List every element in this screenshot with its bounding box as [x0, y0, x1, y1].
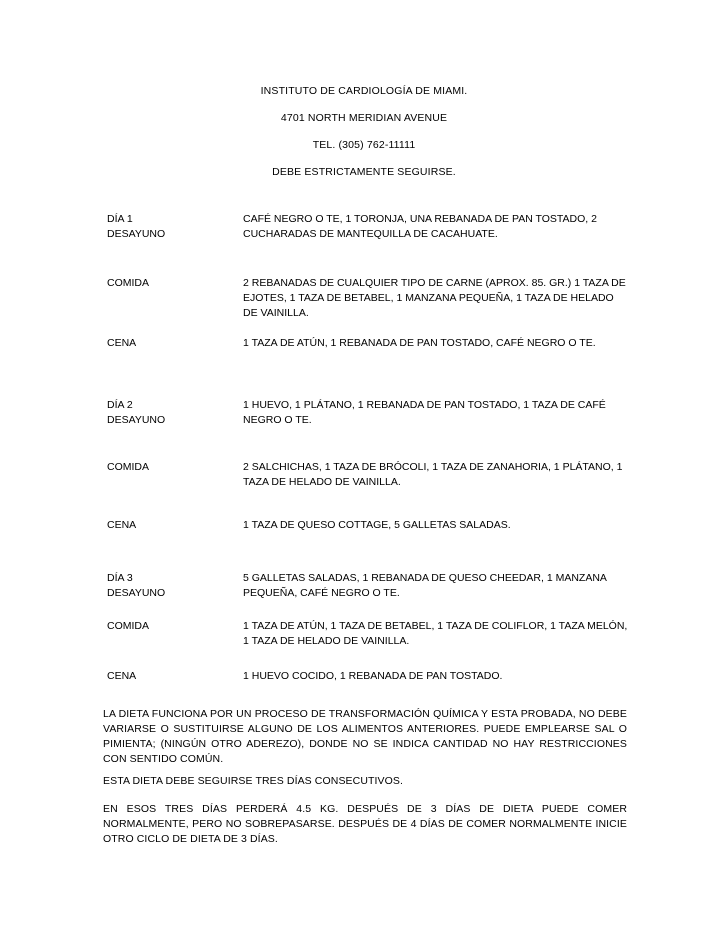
meal-description: 2 REBANADAS DE CUALQUIER TIPO DE CARNE (APROX. 85. GR.) 1 TAZA DE EJOTES, 1 TAZA DE BETABEL, 1 MANZANA PEQUEÑA, 1 TAZA DE HELADO DE VAINILLA. [243, 277, 626, 319]
notice-heading: DEBE ESTRICTAMENTE SEGUIRSE. [272, 166, 456, 178]
meal-type-label: CENA [107, 670, 137, 682]
meal-type-label: DESAYUNO [107, 414, 166, 426]
meal-description: 5 GALLETAS SALADAS, 1 REBANADA DE QUESO CHEEDAR, 1 MANZANA PEQUEÑA, CAFÉ NEGRO O TE. [243, 572, 607, 599]
institute-name: INSTITUTO DE CARDIOLOGÍA DE MIAMI. [260, 85, 468, 97]
meal-label [107, 460, 237, 475]
day-label: DÍA 3 [107, 572, 133, 584]
duration-paragraph: ESTA DIETA DEBE SEGUIRSE TRES DÍAS CONSECUTIVOS. [103, 775, 404, 787]
meal-label [107, 276, 237, 291]
meal-description: 1 HUEVO COCIDO, 1 REBANADA DE PAN TOSTADO. [243, 670, 503, 682]
meal-type-label: COMIDA [107, 277, 149, 289]
meal-description: 1 HUEVO, 1 PLÁTANO, 1 REBANADA DE PAN TOSTADO, 1 TAZA DE CAFÉ NEGRO O TE. [243, 399, 606, 426]
meal-type-label: COMIDA [107, 620, 149, 632]
meal-description: 1 TAZA DE ATÚN, 1 REBANADA DE PAN TOSTADO, CAFÉ NEGRO O TE. [243, 337, 596, 349]
meal-label [107, 336, 237, 351]
meal-description: 1 TAZA DE ATÚN, 1 TAZA DE BETABEL, 1 TAZA DE COLIFLOR, 1 TAZA MELÓN, 1 TAZA DE HELADO DE VAINILLA. [243, 620, 628, 647]
meal-label [107, 571, 237, 601]
meal-label [107, 212, 237, 242]
meal-type-label: CENA [107, 519, 137, 531]
meal-label [107, 619, 237, 634]
meal-label [107, 518, 237, 533]
meal-description: 1 TAZA DE QUESO COTTAGE, 5 GALLETAS SALADAS. [243, 519, 511, 531]
meal-description: 2 SALCHICHAS, 1 TAZA DE BRÓCOLI, 1 TAZA DE ZANAHORIA, 1 PLÁTANO, 1 TAZA DE HELADO DE VAINILLA. [243, 461, 623, 488]
meal-type-label: COMIDA [107, 461, 149, 473]
day-label: DÍA 1 [107, 213, 133, 225]
meal-label [107, 669, 237, 684]
meal-type-label: CENA [107, 337, 137, 349]
meal-type-label: DESAYUNO [107, 228, 166, 240]
results-paragraph: EN ESOS TRES DÍAS PERDERÁ 4.5 KG. DESPUÉS DE 3 DÍAS DE DIETA PUEDE COMER NORMALMENTE, PERO NO SOBREPASARSE. DESPUÉS DE 4 DÍAS DE COMER NORMALMENTE INICIE OTRO CICLO DE DIETA DE 3 DÍAS. [103, 803, 627, 845]
institute-address: 4701 NORTH MERIDIAN AVENUE [280, 112, 448, 124]
institute-phone: TEL. (305) 762-11111 [312, 139, 416, 151]
meal-description: CAFÉ NEGRO O TE, 1 TORONJA, UNA REBANADA DE PAN TOSTADO, 2 CUCHARADAS DE MANTEQUILLA DE CACAHUATE. [243, 213, 597, 240]
meal-type-label: DESAYUNO [107, 587, 166, 599]
day-label: DÍA 2 [107, 399, 133, 411]
diet-rules-paragraph: LA DIETA FUNCIONA POR UN PROCESO DE TRANSFORMACIÓN QUÍMICA Y ESTA PROBADA, NO DEBE VARIARSE O SUSTITUIRSE ALGUNO DE LOS ALIMENTOS ANTERIORES. PUEDE EMPLEARSE SAL O PIMIENTA; (NINGÚN OTRO ADEREZO), DONDE NO SE INDICA CANTIDAD NO HAY RESTRICCIONES CON SENTIDO COMÚN. [103, 708, 627, 765]
meal-label [107, 398, 237, 428]
